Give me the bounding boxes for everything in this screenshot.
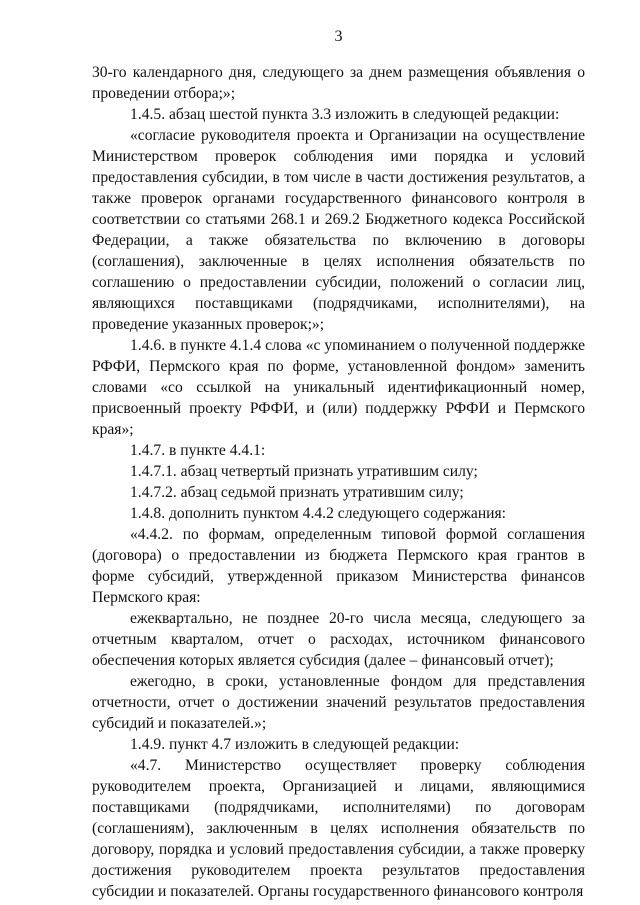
paragraph: 1.4.7. в пункте 4.4.1: [130, 442, 266, 459]
paragraph: «4.7. Министерство осуществляет проверку соблюдения руководителем проекта, Организацией и лицами, являющимися поставщиками (подрядчиками, исполнителями) по договорам (соглашениям), заключенным в целях исполнения обязательств по договору, порядка и условий предоставления субсидии, а также проверку достижения руководителем проекта результатов предоставления субсидии и показателей. Органы государственного финансового контроля [92, 757, 585, 900]
paragraph: 1.4.8. дополнить пунктом 4.4.2 следующего содержания: [130, 505, 507, 522]
paragraph: 1.4.7.1. абзац четвертый признать утратившим силу; [130, 463, 478, 480]
paragraph: ежегодно, в сроки, установленные фондом для представления отчетности, отчет о достижении значений результатов предоставления субсидий и показателей.»; [92, 673, 585, 732]
document-body [92, 62, 585, 902]
paragraph: 1.4.9. пункт 4.7 изложить в следующей редакции: [130, 736, 460, 753]
paragraph: 1.4.5. абзац шестой пункта 3.3 изложить в следующей редакции: [130, 106, 560, 123]
page-number: 3 [334, 28, 343, 45]
paragraph: 30-го календарного дня, следующего за днем размещения объявления о проведении отбора;»; [92, 64, 585, 102]
paragraph: 1.4.7.2. абзац седьмой признать утратившим силу; [130, 484, 464, 501]
paragraph: «согласие руководителя проекта и Организации на осуществление Министерством проверок соблюдения ими порядка и условий предоставления субсидии, в том числе в части достижения результатов, а также проверок органами государственного финансового контроля в соответствии со статьями 268.1 и 269.2 Бюджетного кодекса Российской Федерации, а также обязательства по включению в договоры (соглашения), заключенные в целях исполнения обязательств по соглашению о предоставлении субсидии, положений о согласии лиц, являющихся поставщиками (подрядчиками, исполнителями), на проведение указанных проверок;»; [92, 127, 585, 333]
paragraph: ежеквартально, не позднее 20-го числа месяца, следующего за отчетным кварталом, отчет о расходах, источником финансового обеспечения которых является субсидия (далее – финансовый отчет); [92, 610, 585, 669]
paragraph: 1.4.6. в пункте 4.1.4 слова «с упоминанием о полученной поддержке РФФИ, Пермского края по форме, установленной фондом» заменить словами «со ссылкой на уникальный идентификационный номер, присвоенный проекту РФФИ, и (или) поддержку РФФИ и Пермского края»; [92, 337, 585, 438]
paragraph: «4.4.2. по формам, определенным типовой формой соглашения (договора) о предоставлении из бюджета Пермского края грантов в форме субсидий, утвержденной приказом Министерства финансов Пермского края: [92, 526, 585, 606]
